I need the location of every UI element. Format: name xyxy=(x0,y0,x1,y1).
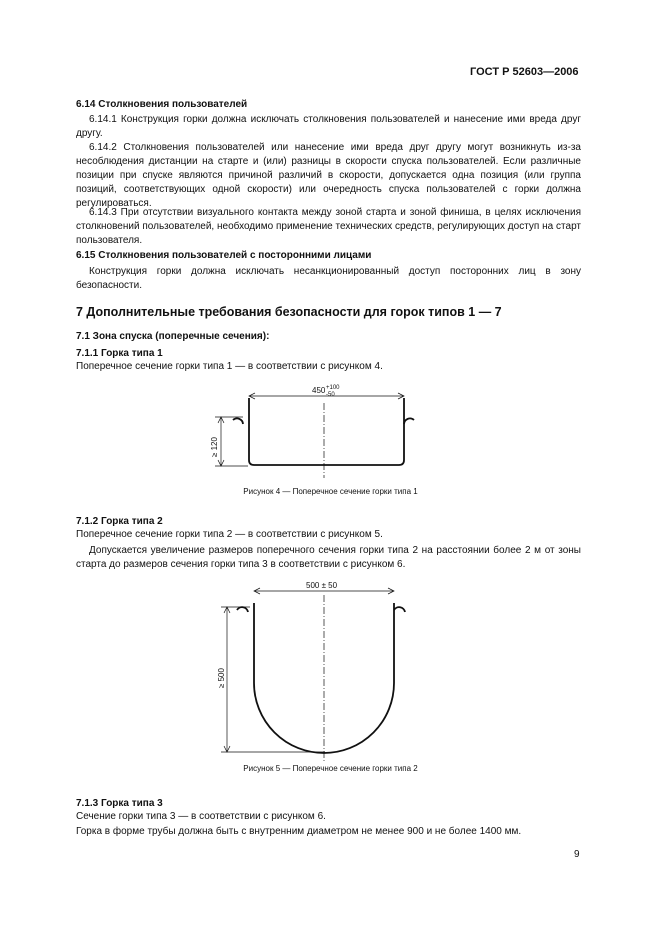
fig5-width-label: 500 ± 50 xyxy=(306,581,338,590)
section-7-1-1-title: 7.1.1 Горка типа 1 xyxy=(76,348,163,359)
paragraph-7-1-3-a: Сечение горки типа 3 — в соответствии с рисунком 6. xyxy=(76,811,326,822)
figure-5-caption: Рисунок 5 — Поперечное сечение горки типа 2 xyxy=(243,764,418,773)
paragraph-7-1-1: Поперечное сечение горки типа 1 — в соответствии с рисунком 4. xyxy=(76,361,383,372)
fig4-width-tol-minus: -50 xyxy=(326,392,335,398)
section-6-15-title: 6.15 Столкновения пользователей с посторонними лицами xyxy=(76,250,372,261)
figure-4-drawing xyxy=(233,398,414,465)
paragraph-6-14-3: 6.14.3 При отсутствии визуального контакта между зоной старта и зоной финиша, в целях исключения столкновений пользователей, необходимо применение технических средств, регулирующих доступ на старт пользователя. xyxy=(76,207,581,246)
section-7-1-3-title: 7.1.3 Горка типа 3 xyxy=(76,798,163,809)
paragraph-6-15: Конструкция горки должна исключать несанкционированный доступ посторонних лиц в зону безопасности. xyxy=(76,266,581,291)
fig4-width-label: 450 xyxy=(312,386,326,395)
paragraph-6-14-2: 6.14.2 Столкновения пользователей или нанесение ими вреда друг другу могут возникнуть из-за несоблюдения дистанции на старте и (или) разницы в скорости спуска пользователей. Если различные позиции при спуске являются причиной различий в скорости, допускается одна позиция (или группа позиций, соответствующих одной скорости) или очередность спуска пользователей с горки должна регулироваться. xyxy=(76,142,581,209)
page-number: 9 xyxy=(574,849,580,860)
fig4-height-label: ≥ 120 xyxy=(210,437,219,457)
section-7-1-title: 7.1 Зона спуска (поперечные сечения): xyxy=(76,331,270,342)
section-6-14-title: 6.14 Столкновения пользователей xyxy=(76,99,248,110)
figure-4-caption: Рисунок 4 — Поперечное сечение горки типа 1 xyxy=(243,487,418,496)
section-7-1-2-title: 7.1.2 Горка типа 2 xyxy=(76,516,163,527)
section-7-title: 7 Дополнительные требования безопасности для горок типов 1 — 7 xyxy=(76,305,502,319)
paragraph-6-14-1: 6.14.1 Конструкция горки должна исключать столкновения пользователей и нанесение ими вреда друг другу. xyxy=(76,114,581,139)
fig5-height-label: ≥ 500 xyxy=(217,668,226,688)
paragraph-7-1-2-b: Допускается увеличение размеров поперечного сечения горки типа 2 на расстоянии более 2 м от зоны старта до размеров сечения горки типа 3 в соответствии с рисунком 6. xyxy=(76,545,581,570)
paragraph-7-1-2-a: Поперечное сечение горки типа 2 — в соответствии с рисунком 5. xyxy=(76,529,383,540)
paragraph-7-1-3-b: Горка в форме трубы должна быть с внутренним диаметром не менее 900 и не более 1400 мм. xyxy=(76,826,522,837)
document-header: ГОСТ Р 52603—2006 xyxy=(470,66,579,78)
figure-5-drawing xyxy=(237,603,405,753)
fig4-width-tol-plus: +100 xyxy=(326,385,340,391)
